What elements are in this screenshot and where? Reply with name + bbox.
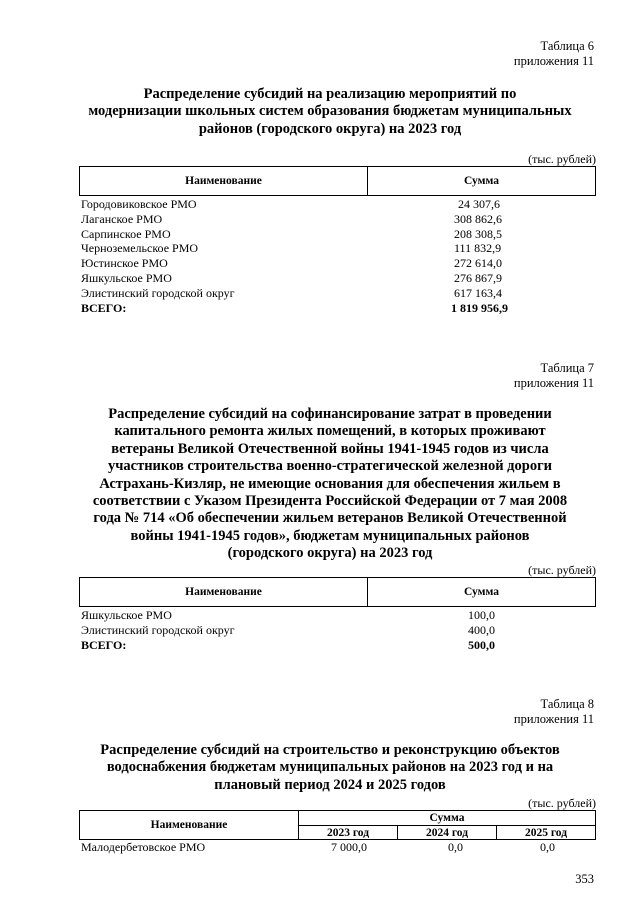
table8-title-line: плановый период 2024 и 2025 годов — [214, 776, 446, 793]
row-name: Юстинское РМО — [81, 256, 168, 271]
table7-title — [60, 406, 600, 563]
table6-label: Таблица 6 — [540, 39, 594, 53]
table-row — [81, 840, 596, 855]
table7-title-line: Астрахань-Кизляр, не имеющие основания для обеспечения жильем в — [99, 475, 561, 492]
table7-body — [81, 608, 596, 652]
table6-title-line: модернизации школьных систем образования бюджетам муниципальных — [88, 103, 572, 120]
table-row — [81, 227, 596, 242]
row-value: 400,0 — [468, 622, 495, 637]
table6-header-name: Наименование — [80, 167, 368, 196]
table6-title — [60, 86, 600, 138]
row-name: ВСЕГО: — [81, 300, 127, 315]
table7-title-line: соответствии с Указом Президента Российской Федерации от 7 мая 2008 — [92, 493, 568, 510]
row-name: Яшкульское РМО — [81, 608, 172, 622]
row-value: 24 307,6 — [458, 197, 500, 211]
table7-header-sum: Сумма — [368, 578, 596, 607]
table6-units: (тыс. рублей) — [528, 152, 596, 166]
table8-title-line: водоснабжения бюджетам муниципальных районов на 2023 год и на — [106, 759, 554, 776]
row-value: 111 832,9 — [454, 241, 502, 256]
row-name: Элистинский городской округ — [81, 285, 235, 300]
table8-label: Таблица 8 — [540, 697, 594, 711]
table7-title-line: Распределение субсидий на софинансирование затрат в проведении — [108, 406, 552, 422]
table8-header-sum: Сумма — [299, 811, 596, 826]
table7-header-name: Наименование — [80, 578, 368, 607]
table7-title-line: войны 1941-1945 годов», бюджетам муниципальных районов — [130, 527, 530, 544]
row-name: Малодербетовское РМО — [81, 840, 206, 854]
row-name: ВСЕГО: — [81, 637, 127, 652]
row-value: 208 308,5 — [454, 226, 502, 241]
table7-units: (тыс. рублей) — [528, 563, 596, 577]
row-value-2025: 0,0 — [540, 840, 555, 854]
table-row — [81, 241, 596, 256]
table8-caption — [514, 697, 594, 726]
table8-appendix: приложения 11 — [513, 711, 594, 726]
row-value: 100,0 — [468, 608, 495, 622]
table-row — [81, 212, 596, 227]
row-name: Лаганское РМО — [81, 211, 163, 226]
table8-units: (тыс. рублей) — [528, 796, 596, 810]
table6-title-line: районов (городского округа) на 2023 год — [198, 120, 462, 137]
table6-caption — [514, 39, 594, 68]
table6-appendix: приложения 11 — [513, 53, 594, 68]
table6-title-line: Распределение субсидий на реализацию мероприятий по — [143, 86, 517, 102]
row-name: Черноземельское РМО — [81, 241, 199, 256]
row-value: 500,0 — [468, 637, 495, 652]
table7-caption — [514, 361, 594, 390]
table8-header-2024: 2024 год — [398, 826, 497, 840]
table-row — [81, 608, 596, 623]
table-row — [81, 256, 596, 271]
table-row — [81, 286, 596, 301]
table8-title — [60, 742, 600, 794]
table-row — [81, 623, 596, 638]
table6-header — [79, 166, 596, 196]
row-name: Яшкульское РМО — [81, 270, 172, 285]
table-row-total — [81, 301, 596, 316]
row-name: Сарпинское РМО — [81, 226, 171, 241]
row-value-2024: 0,0 — [448, 840, 463, 854]
table7-appendix: приложения 11 — [513, 375, 594, 390]
row-value: 272 614,0 — [454, 256, 502, 271]
table8-header-2023: 2023 год — [299, 826, 398, 840]
row-value: 308 862,6 — [454, 211, 502, 226]
table8-body — [81, 840, 596, 855]
table7-label: Таблица 7 — [540, 361, 594, 375]
table8-header — [79, 810, 596, 840]
table7-title-line: участников строительства военно-стратегической железной дороги — [107, 458, 553, 475]
table7-title-line: ветераны Великой Отечественной войны 1941-1945 годов из числа — [111, 440, 549, 457]
row-name: Городовиковское РМО — [81, 197, 197, 211]
table7-title-line: (городского округа) на 2023 год — [227, 545, 433, 562]
row-value: 276 867,9 — [454, 270, 502, 285]
table-row — [81, 271, 596, 286]
row-name: Элистинский городской округ — [81, 622, 235, 637]
row-value-2023: 7 000,0 — [331, 840, 367, 854]
row-value: 617 163,4 — [454, 285, 502, 300]
table7-title-line: капитального ремонта жилых помещений, в которых проживают — [114, 423, 546, 440]
table-row-total — [81, 638, 596, 653]
table7-header — [79, 577, 596, 607]
table8-header-2025: 2025 год — [497, 826, 596, 840]
table6-body — [81, 197, 596, 315]
row-value: 1 819 956,9 — [451, 300, 508, 315]
table8-title-line: Распределение субсидий на строительство и реконструкцию объектов — [100, 742, 560, 758]
table-row — [81, 197, 596, 212]
table7-title-line: года № 714 «Об обеспечении жильем ветеранов Великой Отечественной — [93, 510, 567, 527]
table6-header-sum: Сумма — [368, 167, 596, 196]
page-number: 353 — [575, 872, 594, 886]
table8-header-name: Наименование — [80, 811, 299, 840]
